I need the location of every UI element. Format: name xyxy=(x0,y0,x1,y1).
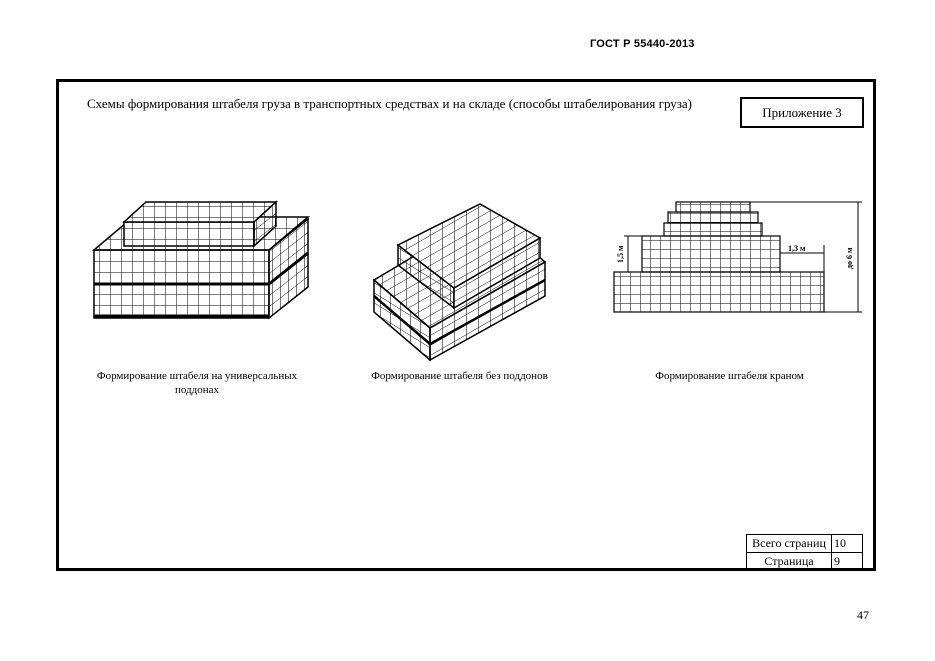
crane-stack-illustration xyxy=(600,195,870,320)
caption-crane: Формирование штабеля краном xyxy=(655,370,804,382)
dim-height-left: 1,5 м xyxy=(616,245,625,263)
page-label: Страница xyxy=(747,553,832,571)
no-pallet-stack-illustration xyxy=(370,200,550,362)
total-pages-value: 10 xyxy=(832,535,863,553)
caption-no-pallets: Формирование штабеля без поддонов xyxy=(371,370,548,382)
frame-title: Схемы формирования штабеля груза в транспортных средствах и на складе (способы штабелирования груза) xyxy=(87,96,693,111)
pages-table xyxy=(746,534,863,571)
page-number: 47 xyxy=(857,608,869,622)
caption-pallets-line1: Формирование штабеля на универсальных xyxy=(96,370,298,382)
page-value: 9 xyxy=(832,553,863,571)
caption-pallets-line2: поддонах xyxy=(174,384,220,396)
document-code: ГОСТ Р 55440-2013 xyxy=(590,38,695,50)
caption-pallets xyxy=(82,369,312,397)
dim-total-height: до 6 м xyxy=(845,247,854,269)
total-pages-label: Всего страниц xyxy=(747,535,832,553)
pallet-stack-illustration xyxy=(88,195,313,325)
dim-step-width: 1,3 м xyxy=(788,244,806,253)
appendix-box: Приложение 3 xyxy=(740,97,864,128)
